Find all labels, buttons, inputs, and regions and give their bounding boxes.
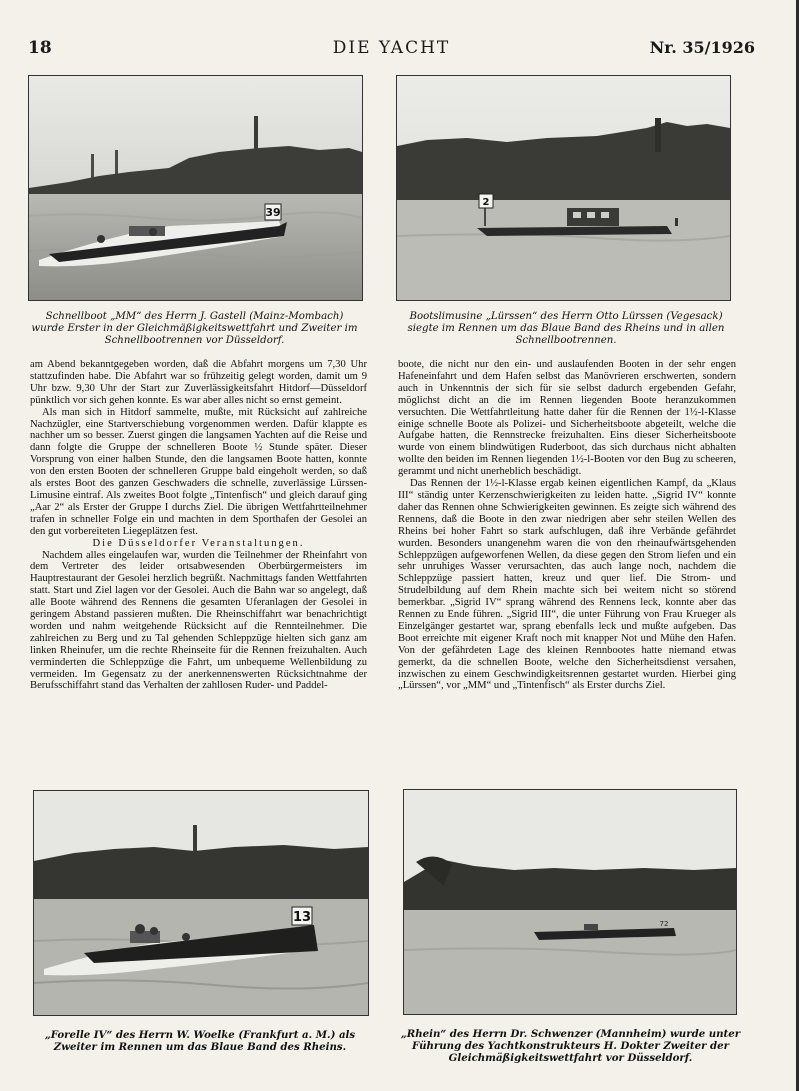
boat-number-label: 39 xyxy=(265,206,281,219)
boat-number-label: 72 xyxy=(659,920,669,928)
issue-number: Nr. 35/1926 xyxy=(649,38,755,57)
caption-top-right: Bootslimusine „Lürssen“ des Herrn Otto Lürssen (Vegesack) siegte im Rennen um das Blaue Band des Rheins und in allen Schnellbootrennen. xyxy=(407,311,725,346)
paragraph: boote, die nicht nur den ein- und auslaufenden Booten in der sehr engen Hafeneinfahrt und dem Hafen selbst das Manövrieren erschwerten, sondern auch in Unkenntnis der sich für sie selbst dadurch ergebenden Gefahr, möglichst dicht an die im Rennen liegenden Boote heranzukommen versuchten. Die Wettfahrtleitung hatte daher für die Rennen der 1½-l-Klasse einige schnelle Boote als Polizei- und Sicherheitsboote abgeteilt, welche die Aufgabe hatten, die Rennstrecke freizuhalten. Eins dieser Sicherheitsboote wurde von einem blindwütigen Ruderboot, das sich durchaus nicht abhalten wollte den beiden im Rennen liegenden 1½-l-Booten vor den Bug zu scheeren, gerammt und nicht unerheblich beschädigt. xyxy=(398,359,736,478)
photo-speedboat-mm xyxy=(28,75,363,301)
paragraph: am Abend bekanntgegeben worden, daß die Abfahrt morgens um 7,30 Uhr stattzufinden habe. Die Abfahrt war so frühzeitig gelegt worden, damit um 9 Uhr bzw. 9,30 Uhr der Start zur Zuverlässigkeitsfahrt Hitdorf—Düsseldorf pünktlich vor sich gehen konnte. Es war aber alles nicht so ernst gemeint. xyxy=(30,359,367,406)
caption-bottom-left: „Forelle IV“ des Herrn W. Woelke (Frankfurt a. M.) als Zweiter im Rennen um das Blaue Band des Rheins. xyxy=(44,1029,356,1053)
boat-number-label: 13 xyxy=(292,910,312,925)
caption-top-left: Schnellboot „MM“ des Herrn J. Gastell (Mainz-Mombach) wurde Erster in der Gleichmäßigkeitswettfahrt und Zweiter im Schnellbootrennen vor Düsseldorf. xyxy=(31,311,358,346)
article-column-left xyxy=(30,359,367,692)
page-header xyxy=(28,38,755,60)
boat-number-label: 2 xyxy=(482,197,490,208)
photo-boat-rhein xyxy=(403,789,737,1015)
caption-bottom-right: „Rhein“ des Herrn Dr. Schwenzer (Mannheim) wurde unter Führung des Yachtkonstrukteurs H. Dokter Zweiter der Gleichmäßigkeitswettfahrt vor Düsseldorf. xyxy=(400,1028,741,1064)
paragraph: Nachdem alles eingelaufen war, wurden die Teilnehmer der Rheinfahrt von dem Vertreter des leider ortsabwesenden Oberbürgermeisters im Hauptrestaurant der Gesolei herzlich begrüßt. Nachmittags fanden Wettfahrten statt. Start und Ziel lagen vor der Gesolei. Auch die Bahn war so angelegt, daß alle Boote während des Rennens die gesamten Uferanlagen der Gesolei in geringem Abstand passieren mußten. Die Rheinschiffahrt war benachrichtigt worden und nahm weitgehende Rücksicht auf die Rennteilnehmer. Die zahlreichen zu Berg und zu Tal gehenden Schleppzüge hielten sich ganz am linken Rheinufer, um die rechte Rheinseite für die Rennen freizuhalten. Auch verminderten die Schleppzüge die Fahrt, um unbequeme Wellenbildung zu vermeiden. Im Gegensatz zu der anerkennenswerten Rücksichtnahme der Berufsschiffahrt stand das Verhalten der zahllosen Ruder- und Paddel- xyxy=(30,549,367,692)
paragraph: Als man sich in Hitdorf sammelte, mußte, mit Rücksicht auf zahlreiche Nachzügler, eine Startverschiebung vorgenommen werden. Dafür klappte es nachher um so besser. Zuerst gingen die langsamen Yachten auf die Reise und dann folgte die Gruppe der schnelleren Boote ½ Stunde später. Dieser Vorsprung von einer halben Stunde, den die langsamen Boote hatten, konnte von den ersten Booten der schnelleren Gruppe bald eingeholt werden, so daß als erstes Boot des ganzen Geschwaders die schnelle, zuverlässige Lürssen-Limusine eintraf. Als zweites Boot folgte „Tintenfisch“ und gleich darauf ging „Aar 2“ als Erster der Gruppe I durchs Ziel. Die übrigen Wettfahrtteilnehmer trafen in schneller Folge ein und machten in dem Sporthafen der Gesolei an den gut vorbereiteten Liegeplätzen fest. xyxy=(30,406,367,537)
article-column-right xyxy=(398,359,736,692)
magazine-title: DIE YACHT xyxy=(332,38,451,58)
section-heading: Die Düsseldorfer Veranstaltungen. xyxy=(92,537,305,549)
photo-boat-forelle xyxy=(33,790,369,1016)
photo-boat-luerssen xyxy=(396,75,731,301)
paragraph: Das Rennen der 1½-l-Klasse ergab keinen eigentlichen Kampf, da „Klaus III“ ständig unter Kerzenschwierigkeiten zu leiden hatte. „Sigrid IV“ konnte daher das Rennen ohne Schwierigkeiten gewinnen. Es zeigte sich während des Rennens, daß die Boote in den zwar niedrigen aber sehr steilen Wellen des Rheins bei hoher Fahrt so stark aufschlugen, daß ihre Verbände gefährdet wurden. Besonders unangenehm waren die von den rheinaufwärtsgehenden Schleppzügen aufgeworfenen Wellen, da diese gegen den Strom liefen und ein sehr unruhiges Wasser verursachten, das auch lange noch, nachdem die Schleppzüge passiert hatten, kreuz und quer lief. Die Strom- und Strudelbildung auf dem Rhein machte sich bei weitem nicht so störend bemerkbar. „Sigrid IV“ sprang während des Rennens leck, konnte aber das Rennen zu Ende führen. „Sigrid III“, die unter Führung von Frau Krueger als Einzelgänger gestartet war, sprang ebenfalls leck und mußte aufgeben. Das Boot erreichte mit eigener Kraft noch mit knapper Not und Mühe den Hafen. Von der gefährdeten Lage des kleinen Rennbootes hatte niemand etwas gemerkt, da die schnellen Boote, welche den Sicherheitsdienst versahen, inzwischen zu einem Geschwindigkeitsrennen gestartet wurden. Hierbei ging „Lürssen“, vor „MM“ und „Tintenfisch“ als Erster durchs Ziel. xyxy=(398,478,736,692)
page-number: 18 xyxy=(28,38,52,58)
